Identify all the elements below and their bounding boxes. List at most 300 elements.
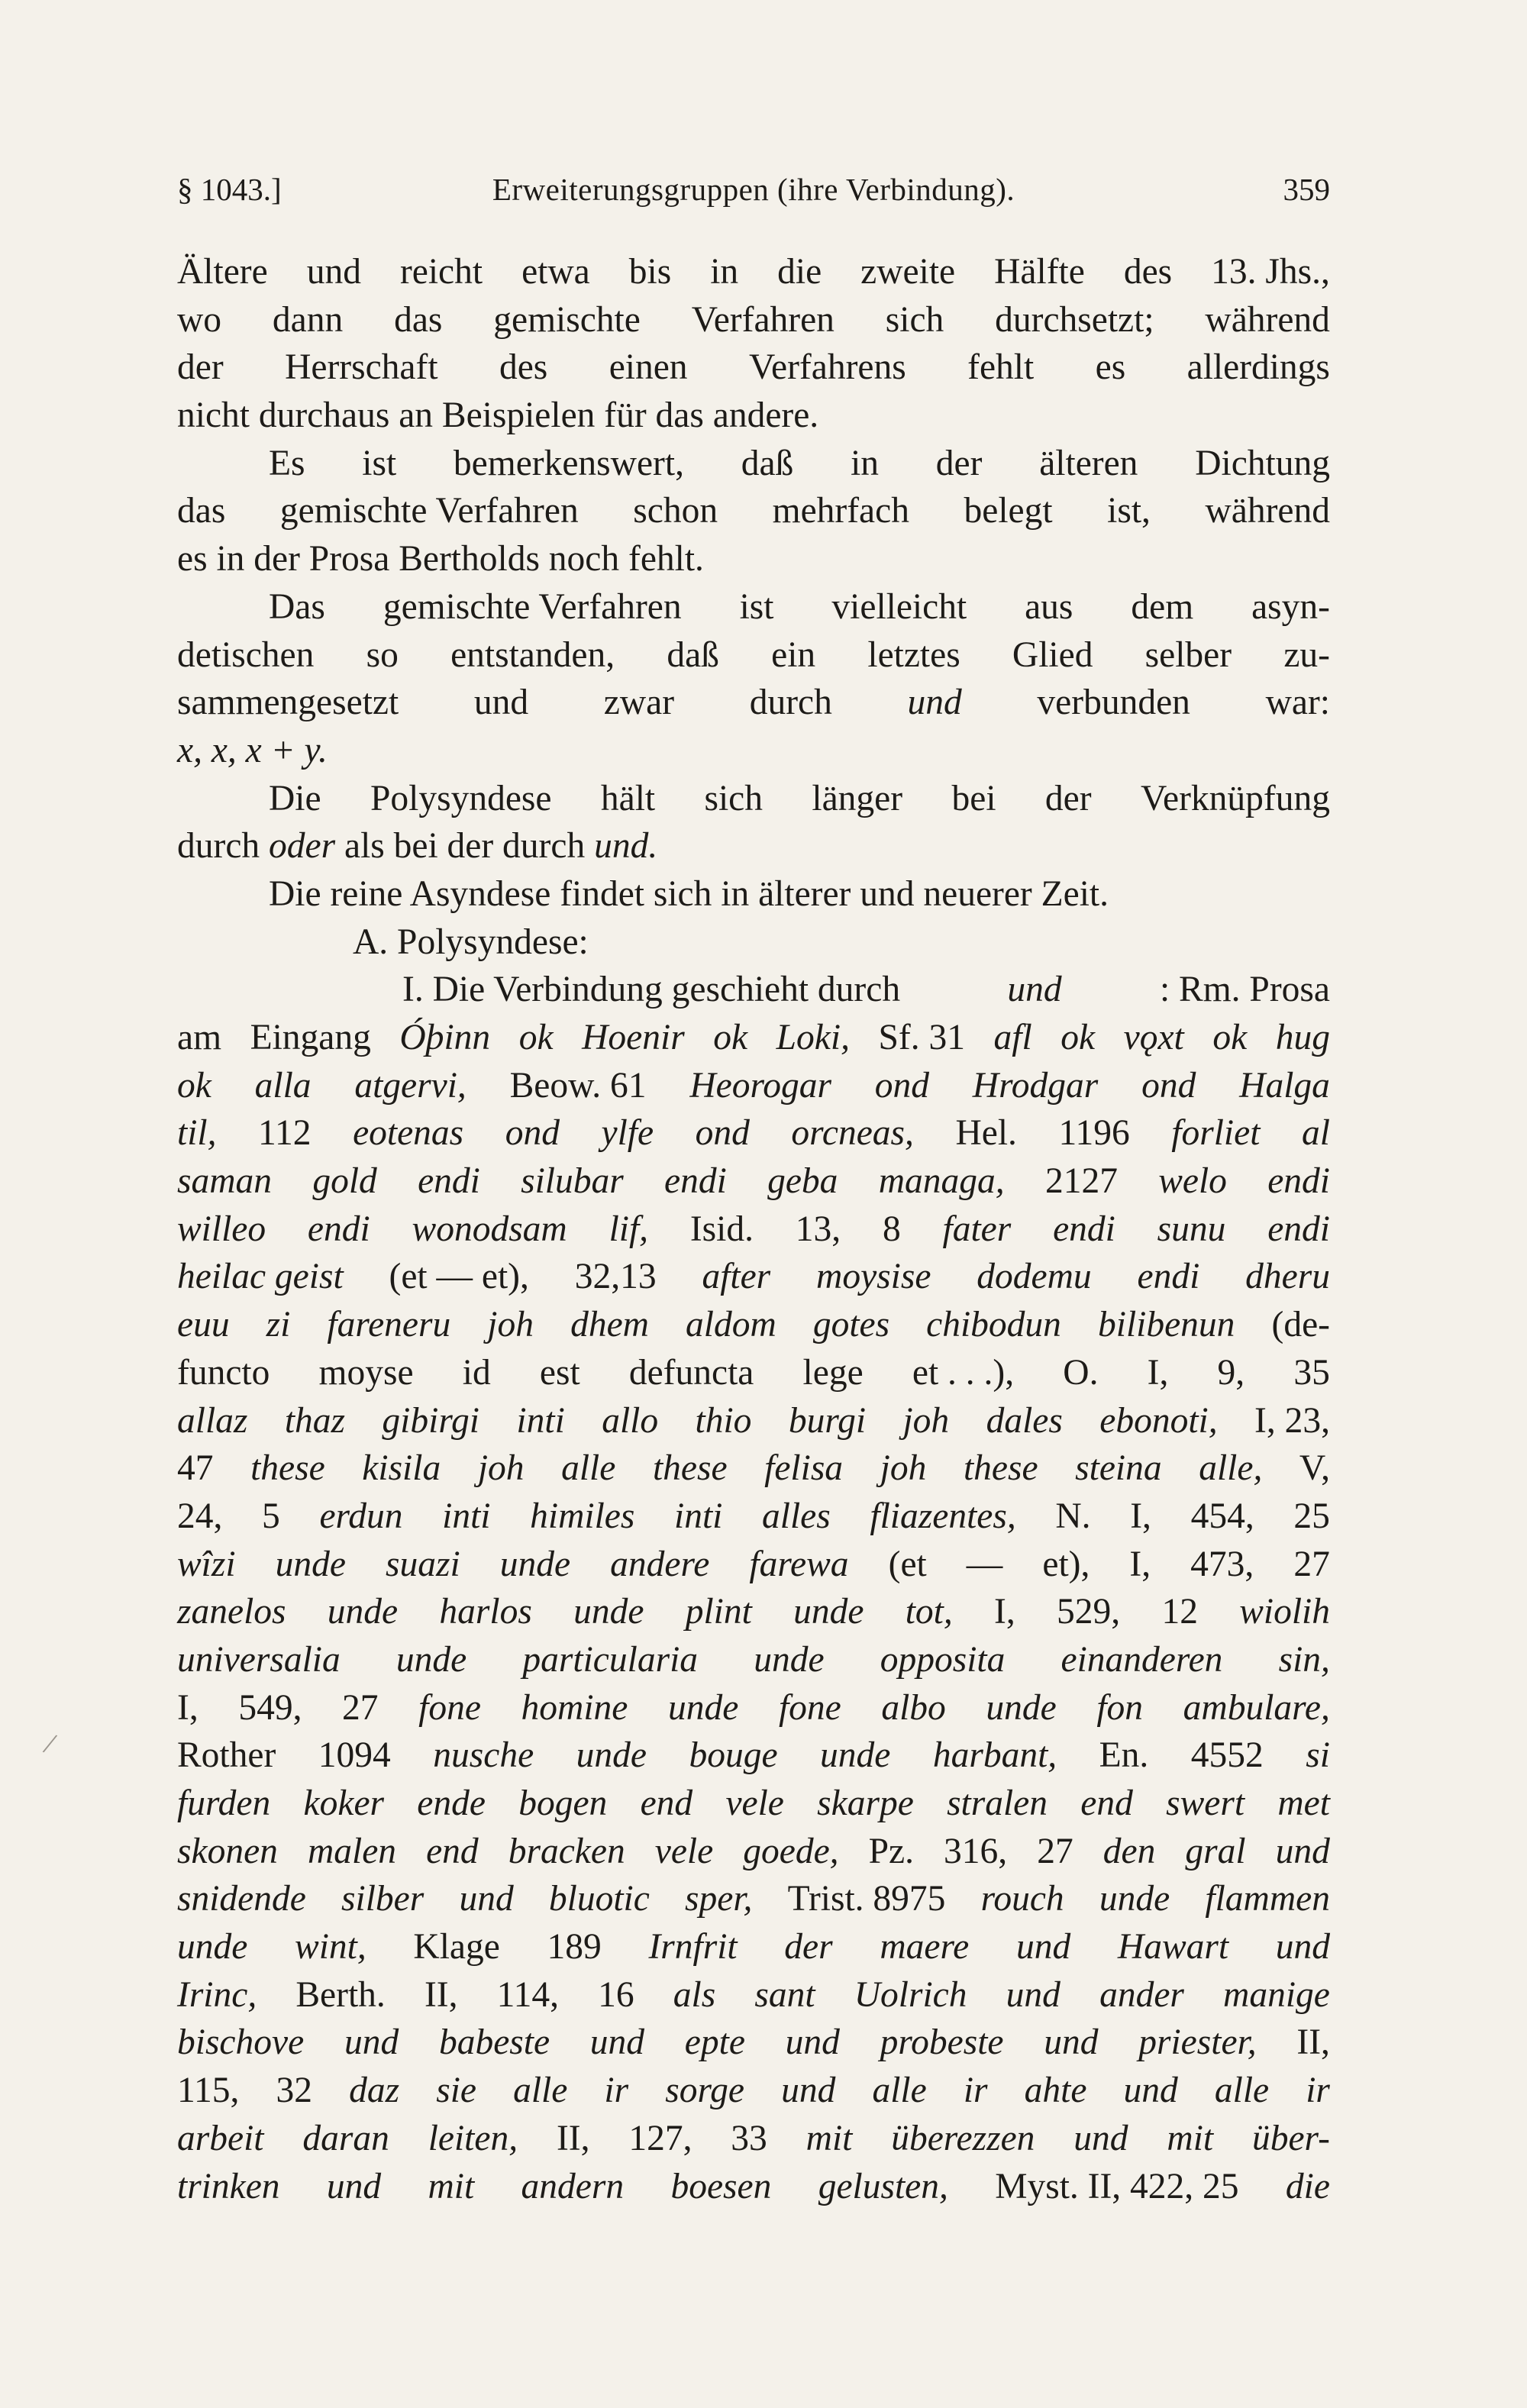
italic-word: ok <box>1061 1018 1096 1057</box>
italic-word: bracken <box>508 1831 625 1871</box>
italic-word: fareneru <box>327 1305 451 1345</box>
italic-word: alla <box>254 1065 312 1106</box>
italic-word: fater <box>942 1209 1012 1249</box>
italic-word: arbeit <box>177 2118 264 2158</box>
word: der <box>1044 778 1092 818</box>
word: zu- <box>1283 634 1330 675</box>
italic-word: met <box>1277 1783 1330 1823</box>
word: id <box>462 1352 491 1393</box>
italic-word: Irinc, <box>177 1974 257 2015</box>
italic-word: allaz <box>177 1400 248 1441</box>
italic-word: vele <box>725 1783 784 1823</box>
word: während <box>1205 299 1330 340</box>
italic-word: endi <box>1053 1209 1115 1249</box>
word: moyse <box>318 1352 414 1393</box>
word: 33 <box>731 2118 767 2158</box>
word: Isid. <box>689 1209 754 1249</box>
italic-word: die <box>1285 2166 1330 2206</box>
italic-word: silber <box>341 1879 425 1919</box>
text-line <box>177 1493 1330 1541</box>
italic-word: daran <box>302 2118 389 2158</box>
word: 2127 <box>1044 1161 1118 1202</box>
italic-word: endi <box>307 1209 370 1249</box>
italic-word: willeo <box>177 1209 266 1249</box>
italic-word: babeste <box>438 2022 550 2063</box>
word: Myst. II, 422, 25 <box>995 2166 1239 2206</box>
italic-word: afl <box>993 1018 1032 1057</box>
word: während <box>1205 491 1330 531</box>
italic-word: gibirgi <box>382 1400 479 1441</box>
word: gemischte Verfahren <box>383 586 682 627</box>
text-line <box>177 1684 1330 1732</box>
word: hält <box>600 778 656 818</box>
italic-word: joh <box>902 1400 950 1441</box>
word: (et <box>888 1544 927 1584</box>
italic-word: andere <box>610 1544 710 1584</box>
word: Hälfte <box>994 252 1085 292</box>
word: bei <box>951 778 996 818</box>
word: 549, <box>238 1687 302 1728</box>
italic-word: sunu <box>1157 1209 1226 1249</box>
italic-word: ir <box>1306 2071 1330 2111</box>
italic-word: wîzi <box>177 1544 236 1584</box>
word: asyn- <box>1251 586 1330 627</box>
italic-word: und. <box>594 826 658 867</box>
italic-word: ond <box>1141 1065 1196 1106</box>
italic-word: sper, <box>685 1879 753 1919</box>
italic-word: stralen <box>947 1783 1048 1823</box>
text-line <box>177 1732 1330 1780</box>
italic-word: vele <box>654 1831 714 1871</box>
word: 16 <box>598 1974 634 2015</box>
word: I, <box>1130 1496 1151 1536</box>
italic-word: gold <box>312 1161 377 1202</box>
italic-word: andern <box>521 2166 625 2206</box>
word: I, <box>994 1592 1015 1632</box>
italic-word: ahte <box>1024 2071 1087 2111</box>
word: 27 <box>1293 1544 1330 1584</box>
word: 1094 <box>318 1735 391 1776</box>
word: in <box>710 252 739 292</box>
text-line <box>177 440 1330 488</box>
italic-word: priester, <box>1138 2022 1257 2063</box>
italic-word: maere <box>880 1927 970 1967</box>
italic-word: sie <box>436 2071 476 2111</box>
word: einen <box>609 347 688 388</box>
italic-word: these <box>963 1448 1038 1489</box>
italic-word: end <box>1080 1783 1133 1823</box>
italic-word: albo <box>881 1687 946 1728</box>
italic-word: leiten, <box>428 2118 518 2158</box>
word: sammengesetzt <box>177 683 399 723</box>
word: Das <box>269 586 325 627</box>
italic-word: steina <box>1075 1448 1162 1489</box>
italic-word: alle <box>872 2071 927 2111</box>
italic-word: forliet <box>1171 1113 1261 1154</box>
italic-word: endi <box>418 1161 480 1202</box>
italic-word: ir <box>604 2071 629 2111</box>
italic-word: heilac geist <box>177 1257 344 1297</box>
italic-word: Uolrich <box>854 1974 967 2015</box>
word: lege <box>802 1352 864 1393</box>
italic-word: und <box>589 2022 645 2063</box>
word: Herrschaft <box>285 347 438 388</box>
italic-word: sant <box>754 1974 815 2015</box>
word: bemerkenswert, <box>453 443 684 483</box>
italic-word: ok <box>713 1018 748 1057</box>
italic-word: unde <box>1099 1879 1170 1919</box>
word: N. <box>1055 1496 1091 1536</box>
word: Verfahren <box>691 299 835 340</box>
word: wo <box>177 299 222 340</box>
word: allerdings <box>1186 347 1330 388</box>
word: belegt <box>964 491 1053 531</box>
italic-word: swert <box>1166 1783 1245 1823</box>
word: entstanden, <box>450 634 615 675</box>
text-line <box>177 1062 1330 1110</box>
word: — <box>966 1544 1003 1584</box>
word: II, <box>556 2118 590 2158</box>
text-line <box>177 248 1330 296</box>
italic-word: vǫxt <box>1123 1018 1184 1057</box>
italic-word: goede, <box>743 1831 839 1871</box>
word: Polysyndese <box>370 778 552 818</box>
italic-word: rouch <box>980 1879 1064 1919</box>
word: Beow. 61 <box>509 1065 647 1106</box>
italic-word: mit <box>805 2118 853 2158</box>
italic-word: sorge <box>665 2071 745 2111</box>
text-line <box>177 966 1330 1014</box>
word: reicht <box>399 252 483 292</box>
italic-word: skonen <box>177 1831 278 1871</box>
italic-word: ander <box>1099 1974 1184 2015</box>
italic-word: oder <box>269 826 336 867</box>
text-line <box>177 1014 1330 1062</box>
word: und <box>473 683 529 723</box>
italic-word: ebonoti, <box>1099 1400 1218 1441</box>
italic-word: und <box>1007 970 1062 1010</box>
word: der <box>935 443 983 483</box>
word: und <box>306 252 361 292</box>
italic-word: geba <box>767 1161 838 1202</box>
italic-word: sin, <box>1278 1639 1330 1680</box>
italic-word: welo <box>1158 1161 1227 1202</box>
italic-word: mit <box>1167 2118 1214 2158</box>
italic-word: after <box>702 1257 771 1297</box>
italic-word: und <box>1015 1927 1071 1967</box>
italic-word: ok <box>1212 1018 1248 1057</box>
word: selber <box>1144 634 1232 675</box>
word: Pz. <box>868 1831 914 1871</box>
italic-word: bischove <box>177 2022 305 2063</box>
word: (de- <box>1271 1305 1330 1345</box>
italic-word: moysise <box>816 1257 931 1297</box>
italic-word: unde <box>793 1592 864 1632</box>
italic-word: thaz <box>284 1400 345 1441</box>
italic-word: über- <box>1251 2118 1330 2158</box>
italic-word: endi <box>1267 1209 1330 1249</box>
italic-word: thio <box>695 1400 752 1441</box>
italic-word: und <box>785 2022 840 2063</box>
text-line <box>177 1971 1330 2019</box>
italic-word: probeste <box>880 2022 1004 2063</box>
word: die <box>777 252 822 292</box>
italic-word: malen <box>307 1831 397 1871</box>
word: durch <box>177 826 270 867</box>
italic-word: homine <box>521 1687 628 1728</box>
italic-word: inti <box>674 1496 723 1536</box>
word: 25 <box>1293 1496 1330 1536</box>
italic-word: endi <box>1267 1161 1330 1202</box>
italic-word: bilibenun <box>1098 1305 1235 1345</box>
word: et), <box>1042 1544 1090 1584</box>
italic-word: ende <box>417 1783 486 1823</box>
italic-word: atgervi, <box>354 1065 466 1106</box>
italic-word: als <box>673 1974 716 2015</box>
italic-word: und <box>1275 1831 1330 1871</box>
italic-word: epte <box>684 2022 745 2063</box>
italic-word: ambulare, <box>1183 1687 1330 1728</box>
text-line <box>177 822 1330 870</box>
word: vielleicht <box>831 586 967 627</box>
italic-word: Heorogar <box>689 1065 831 1106</box>
word: Die <box>269 778 321 818</box>
italic-word: si <box>1306 1735 1330 1776</box>
word: Es <box>269 443 305 483</box>
italic-word: harlos <box>439 1592 532 1632</box>
italic-word: unde <box>820 1735 891 1776</box>
text-line <box>177 1444 1330 1493</box>
italic-word: plint <box>685 1592 752 1632</box>
text-line <box>177 1157 1330 1206</box>
italic-word: und <box>344 2022 399 2063</box>
word: 189 <box>547 1927 602 1967</box>
italic-word: aldom <box>686 1305 776 1345</box>
text-line <box>177 918 1330 967</box>
word: defuncta <box>628 1352 754 1393</box>
word: 9, <box>1217 1352 1245 1393</box>
italic-word: managa, <box>878 1161 1005 1202</box>
italic-word: Halga <box>1239 1065 1330 1106</box>
italic-word: endi <box>1137 1257 1200 1297</box>
word: Hel. <box>955 1113 1017 1154</box>
word: durchsetzt; <box>995 299 1154 340</box>
italic-word: und <box>459 1879 514 1919</box>
italic-word: farewa <box>749 1544 849 1584</box>
italic-word: unde <box>576 1735 647 1776</box>
word: detischen <box>177 634 315 675</box>
word: das <box>394 299 443 340</box>
word: zwar <box>603 683 675 723</box>
word: O. <box>1063 1352 1099 1393</box>
italic-word: snidende <box>177 1879 306 1919</box>
italic-word: lif, <box>609 1209 649 1249</box>
italic-word: Irnfrit <box>648 1927 738 1967</box>
italic-word: joh <box>487 1305 534 1345</box>
italic-word: Loki, <box>776 1018 850 1057</box>
italic-word: inti <box>516 1400 565 1441</box>
word: 27 <box>1037 1831 1073 1871</box>
italic-word: harbant, <box>932 1735 1057 1776</box>
word: 24, <box>177 1496 223 1536</box>
italic-word: himiles <box>530 1496 635 1536</box>
word: fehlt <box>967 347 1035 388</box>
italic-word: und <box>1073 2118 1128 2158</box>
italic-word: boesen <box>670 2166 772 2206</box>
italic-word: unde <box>395 1639 467 1680</box>
word: das <box>177 491 226 531</box>
word: gemischte Verfahren <box>279 491 579 531</box>
word: 115, <box>177 2071 240 2111</box>
italic-word: dales <box>986 1400 1063 1441</box>
italic-word: daz <box>349 2071 400 2111</box>
italic-word: gotes <box>812 1305 890 1345</box>
italic-word: fon <box>1096 1687 1144 1728</box>
italic-word: wonodsam <box>412 1209 567 1249</box>
running-title: Erweiterungsgruppen (ihre Verbindung). <box>492 172 1015 207</box>
word: I, <box>177 1687 199 1728</box>
word: et . . .), <box>912 1352 1015 1393</box>
text-line <box>177 1541 1330 1589</box>
italic-word: koker <box>303 1783 385 1823</box>
italic-word: ond <box>695 1113 750 1154</box>
word: I, <box>1129 1544 1151 1584</box>
word: (et — et), <box>389 1257 529 1297</box>
word: bis <box>628 252 672 292</box>
word: 47 <box>177 1448 214 1489</box>
word: mehrfach <box>772 491 909 531</box>
section-reference: § 1043.] <box>177 172 282 207</box>
text-line <box>177 1636 1330 1684</box>
italic-word: den <box>1102 1831 1156 1871</box>
word: verbunden <box>1037 683 1190 723</box>
italic-word: universalia <box>177 1639 341 1680</box>
italic-word: unde <box>177 1927 248 1967</box>
text-line <box>177 1253 1330 1301</box>
italic-word: x, x, x + y. <box>177 730 328 770</box>
word: war: <box>1265 683 1330 723</box>
italic-word: ond <box>874 1065 929 1106</box>
text-line <box>177 1109 1330 1157</box>
word: 5 <box>262 1496 280 1536</box>
italic-word: manige <box>1223 1974 1330 2015</box>
italic-word: gelusten, <box>818 2166 948 2206</box>
italic-word: suazi <box>386 1544 460 1584</box>
word: I, <box>1147 1352 1169 1393</box>
italic-word: Hoenir <box>582 1018 685 1057</box>
italic-word: furden <box>177 1783 271 1823</box>
word: 32,13 <box>574 1257 657 1297</box>
italic-word: erdun <box>319 1496 403 1536</box>
italic-word: alles <box>762 1496 831 1536</box>
italic-word: allo <box>602 1400 659 1441</box>
italic-word: felisa <box>764 1448 844 1489</box>
italic-word: unde <box>275 1544 346 1584</box>
word: V, <box>1299 1448 1330 1489</box>
italic-word: dodemu <box>977 1257 1092 1297</box>
word: I. Die Verbindung geschieht durch <box>402 970 909 1010</box>
word: 27 <box>342 1687 379 1728</box>
word: des <box>1123 252 1173 292</box>
italic-word: orcneas, <box>791 1113 914 1154</box>
italic-word: bouge <box>689 1735 778 1776</box>
word: Eingang <box>250 1018 371 1057</box>
italic-word: chibodun <box>926 1305 1061 1345</box>
word: des <box>499 347 548 388</box>
italic-word: these <box>250 1448 325 1489</box>
word: 13, <box>795 1209 841 1249</box>
italic-word: hug <box>1275 1018 1330 1057</box>
word: Klage <box>413 1927 500 1967</box>
word: es in der Prosa Bertholds noch fehlt. <box>177 539 704 579</box>
italic-word: und <box>907 683 962 723</box>
word: est <box>539 1352 580 1393</box>
word: 127, <box>628 2118 692 2158</box>
italic-word: bluotic <box>548 1879 650 1919</box>
word: ein <box>771 634 816 675</box>
word: aus <box>1025 586 1073 627</box>
word: ist <box>739 586 774 627</box>
italic-word: und <box>326 2166 382 2206</box>
italic-word: einanderen <box>1061 1639 1223 1680</box>
italic-word: euu <box>177 1305 230 1345</box>
word: 4552 <box>1190 1735 1264 1776</box>
word: letztes <box>867 634 960 675</box>
word: functo <box>177 1352 270 1393</box>
text-line <box>177 392 1330 440</box>
italic-word: dheru <box>1245 1257 1330 1297</box>
text-line <box>177 344 1330 392</box>
italic-word: und <box>1006 1974 1061 2015</box>
text-line <box>177 870 1330 918</box>
italic-word: bogen <box>518 1783 608 1823</box>
text-line <box>177 296 1330 344</box>
text-line <box>177 679 1330 727</box>
italic-word: Hrodgar <box>972 1065 1099 1106</box>
italic-word: these <box>652 1448 728 1489</box>
italic-word: tot, <box>905 1592 953 1632</box>
word: 12 <box>1161 1592 1198 1632</box>
word: sich <box>885 299 944 340</box>
italic-word: til, <box>177 1113 217 1154</box>
word: 529, <box>1057 1592 1121 1632</box>
text-line <box>177 727 1330 775</box>
text-line <box>177 2019 1330 2067</box>
text-line <box>177 1588 1330 1636</box>
word: dem <box>1131 586 1194 627</box>
word: 32 <box>276 2071 312 2111</box>
word: 454, <box>1190 1496 1254 1536</box>
word: Verfahrens <box>748 347 906 388</box>
italic-word: silubar <box>521 1161 624 1202</box>
word: Berth. <box>295 1974 386 2015</box>
italic-word: und <box>1275 1927 1330 1967</box>
word: II, <box>424 1974 458 2015</box>
italic-word: flammen <box>1205 1879 1330 1919</box>
word: als bei der durch <box>335 826 595 867</box>
word: ist <box>362 443 397 483</box>
italic-word: al <box>1301 1113 1330 1154</box>
word: älteren <box>1039 443 1138 483</box>
text-line <box>177 1397 1330 1445</box>
text-line <box>177 2115 1330 2163</box>
word: Sf. 31 <box>878 1018 965 1057</box>
italic-word: end <box>426 1831 479 1871</box>
italic-word: zanelos <box>177 1592 286 1632</box>
italic-word: Óþinn <box>399 1018 491 1057</box>
word: durch <box>749 683 832 723</box>
italic-word: ok <box>177 1065 211 1106</box>
